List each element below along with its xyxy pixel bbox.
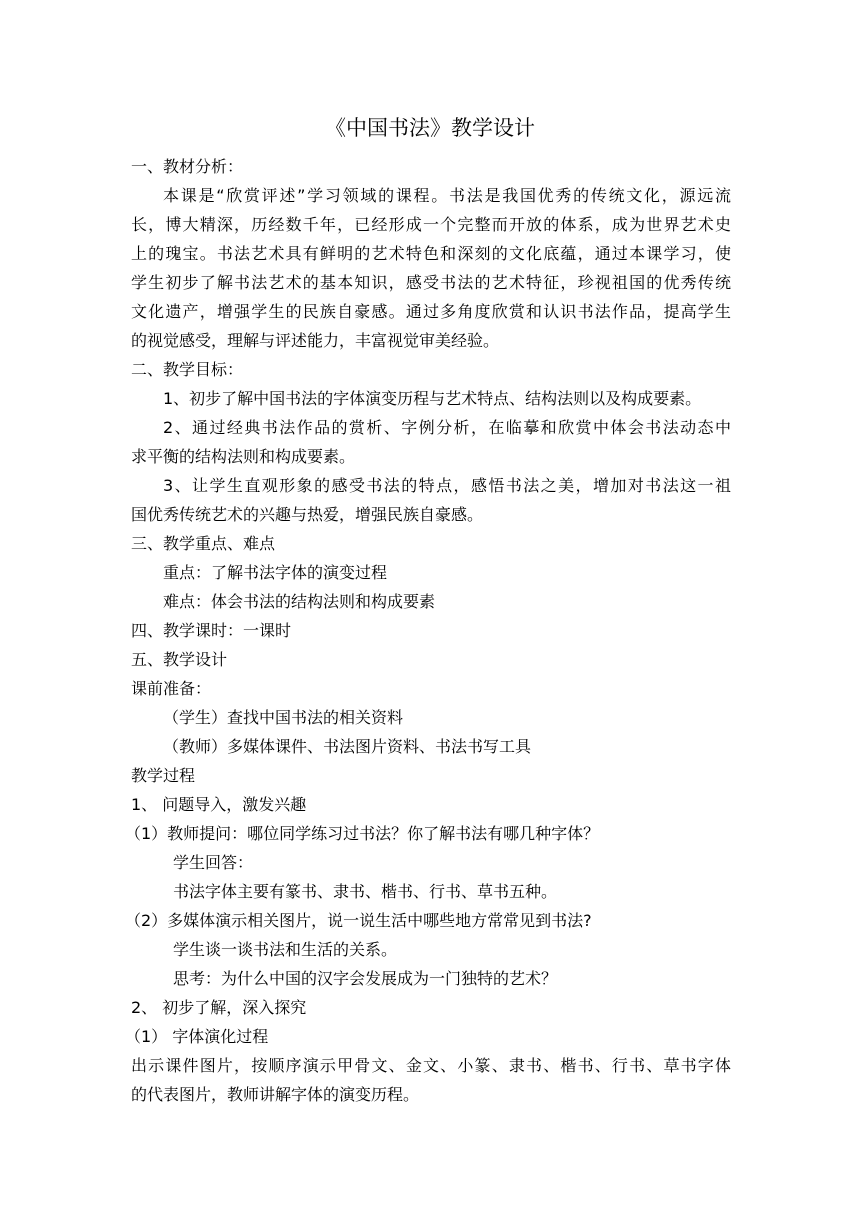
- paragraph-line: 本课是“欣赏评述”学习领域的课程。书法是我国优秀的传统文化，源远流: [163, 186, 731, 205]
- process-heading: 教学过程: [131, 766, 196, 785]
- objective-line: 2、通过经典书法作品的赏析、字例分析，在临摹和欣赏中体会书法动态中: [163, 418, 731, 437]
- step-line: 思考：为什么中国的汉字会发展成为一门独特的艺术？: [173, 969, 558, 988]
- step-heading-1: 1、 问题导入，激发兴趣: [131, 795, 307, 814]
- section-heading-2: 二、教学目标：: [131, 360, 244, 379]
- step-line: 学生回答：: [173, 853, 254, 872]
- objective-line: 1、初步了解中国书法的字体演变历程与艺术特点、结构法则以及构成要素。: [163, 389, 702, 408]
- section-heading-3: 三、教学重点、难点: [131, 534, 276, 553]
- step-line: （2）多媒体演示相关图片，说一说生活中哪些地方常常见到书法?: [125, 911, 592, 930]
- objective-line: 国优秀传统艺术的兴趣与热爱，增强民族自豪感。: [131, 505, 484, 524]
- paragraph-line: 出示课件图片，按顺序演示甲骨文、金文、小篆、隶书、楷书、行书、草书字体: [131, 1056, 731, 1075]
- sub-step-line: （1） 字体演化过程: [125, 1027, 269, 1046]
- paragraph-line: 文化遗产，增强学生的民族自豪感。通过多角度欣赏和认识书法作品，提高学生: [131, 302, 731, 321]
- step-line: （1）教师提问：哪位同学练习过书法？你了解书法有哪几种字体？: [125, 824, 600, 843]
- paragraph-line: 学生初步了解书法艺术的基本知识，感受书法的艺术特征，珍视祖国的优秀传统: [131, 273, 731, 292]
- document-title: 《中国书法》教学设计: [325, 116, 535, 140]
- section-heading-4: 四、教学课时：一课时: [131, 621, 292, 640]
- step-line: 书法字体主要有篆书、隶书、楷书、行书、草书五种。: [173, 882, 558, 901]
- key-point-line: 重点：了解书法字体的演变过程: [163, 563, 388, 582]
- section-heading-1: 一、教材分析：: [131, 157, 244, 176]
- objective-line: 求平衡的结构法则和构成要素。: [131, 447, 356, 466]
- prep-heading: 课前准备：: [131, 679, 212, 698]
- paragraph-line: 长，博大精深，历经数千年，已经形成一个完整而开放的体系，成为世界艺术史: [131, 215, 731, 234]
- paragraph-line: 的视觉感受，理解与评述能力，丰富视觉审美经验。: [131, 331, 500, 350]
- step-heading-2: 2、 初步了解，深入探究: [131, 998, 307, 1017]
- step-line: 学生谈一谈书法和生活的关系。: [173, 940, 398, 959]
- paragraph-line: 的代表图片，教师讲解字体的演变历程。: [131, 1085, 420, 1104]
- difficulty-line: 难点：体会书法的结构法则和构成要素: [163, 592, 436, 611]
- prep-line: （学生）查找中国书法的相关资料: [163, 708, 404, 727]
- paragraph-line: 上的瑰宝。书法艺术具有鲜明的艺术特色和深刻的文化底蕴，通过本课学习，使: [131, 244, 731, 263]
- section-heading-5: 五、教学设计: [131, 650, 228, 669]
- objective-line: 3、让学生直观形象的感受书法的特点，感悟书法之美，增加对书法这一祖: [163, 476, 731, 495]
- prep-line: （教师）多媒体课件、书法图片资料、书法书写工具: [163, 737, 532, 756]
